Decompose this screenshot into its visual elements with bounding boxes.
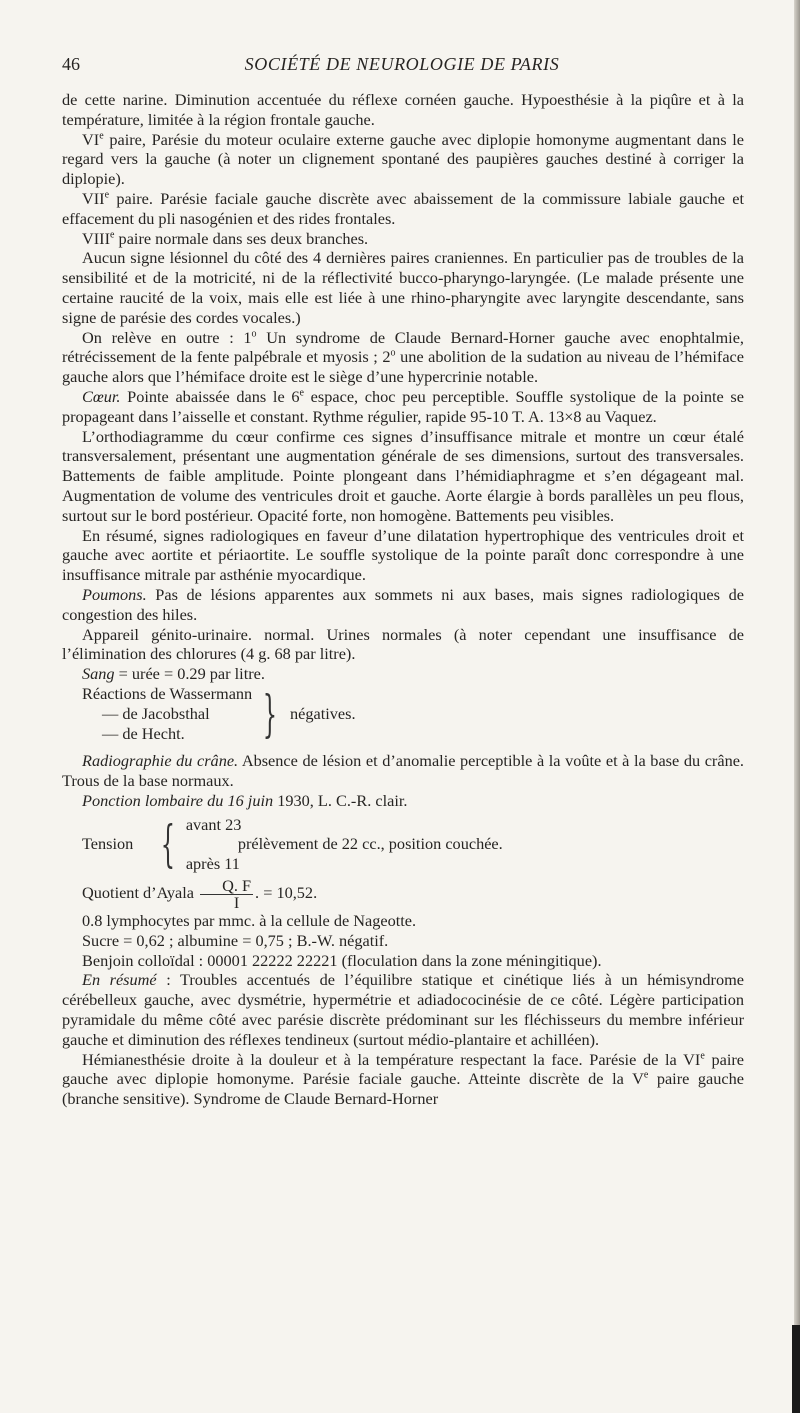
superscript: e (99, 130, 104, 142)
paragraph (62, 130, 744, 189)
paragraph: L’orthodiagramme du cœur confirme ces signes d’insuffisance mitrale et montre un cœur étalé transversalement, présentant une augmentation générale de ses dimensions, surtout des transversales. Battements de faible amplitude. Pointe plongeant dans l’hémidiaphragme et s’en dégageant mal. Augmentation de volume des ventricules droit et gauche. Aorte élargie à bords parallèles un peu flous, surtout sur le bord postérieur. Opacité forte, non homogène. Battements peu visibles. (62, 426, 744, 525)
fraction-denominator: I (233, 893, 240, 913)
superscript: e (104, 189, 110, 201)
text: Un syndrome de Claude Bernard-Horner gauche avec enophtalmie, rétrécissement de la fente palpébrale et myosis ; 2 (62, 327, 745, 367)
tension-block (62, 815, 744, 874)
paragraph (62, 1050, 744, 1109)
page-header (62, 54, 742, 78)
text: paire normale dans ses deux branches. (114, 228, 369, 248)
paragraph (62, 751, 744, 791)
superscript: o (390, 347, 396, 359)
paragraph (62, 189, 744, 229)
text: VII (82, 188, 105, 208)
section-label: Sang (82, 664, 115, 684)
text: Absence de lésion et d’anomalie perceptible à la voûte et à la base du crâne. Trous de la base normaux. (62, 751, 745, 791)
reaction-item: — de Hecht. (102, 723, 185, 743)
paragraph: Benjoin colloïdal : 00001 22222 22221 (floculation dans la zone méningitique). (82, 950, 602, 970)
text: paire. Parésie faciale gauche discrète avec abaissement de la commissure labiale gauche et effacement du pli nasogénien et des rides frontales. (62, 188, 744, 228)
text: On relève en outre : 1 (82, 327, 252, 347)
section-label: Ponction lombaire du 16 juin (82, 790, 274, 810)
tension-label: Tension (82, 834, 134, 854)
section-label: Cœur. (82, 386, 121, 406)
text: 1930, L. C.-R. clair. (273, 790, 408, 810)
superscript: e (700, 1050, 705, 1062)
text: espace, choc peu perceptible. Souffle systolique de la pointe se propageant dans l’aisselle et constant. Rythme régulier, rapide 95-10 T. A. 13×8 au Vaquez. (62, 386, 744, 426)
paragraph (62, 387, 744, 427)
tension-before: avant 23 (185, 814, 242, 834)
superscript: e (299, 387, 304, 399)
spine-mark (792, 1325, 800, 1413)
paragraph (62, 970, 744, 1049)
text: paire gauche avec diplopie homonyme. Parésie faciale gauche. Atteinte discrète de la V (62, 1049, 744, 1089)
reaction-item: — de Jacobsthal (102, 703, 210, 723)
text: Pas de lésions apparentes aux sommets ni aux bases, mais signes radiologiques de congestion des hiles. (62, 584, 744, 624)
paragraph: En résumé, signes radiologiques en faveur d’une dilatation hypertrophique des ventricules droit et gauche avec aortite et périaortite. Le souffle systolique de la pointe paraît donc correspondre à une insuffisance mitrale par asthénie myocardique. (62, 525, 744, 585)
tension-after: après 11 (185, 854, 240, 874)
fraction (200, 878, 253, 911)
right-brace-icon: } (262, 684, 278, 743)
paragraph: Aucun signe lésionnel du côté des 4 dernières paires craniennes. En particulier pas de troubles de la sensibilité et de la motricité, ni de la réflectivité bucco-pharyngo-laryngée. (Le malade présente une certaine raucité de la voix, mais elle est liée à une rhino-pharyngite avec laryngite descendante, sans signe de parésie des cordes vocales.) (62, 248, 744, 327)
text: paire, Parésie du moteur oculaire externe gauche avec diplopie homonyme augmentant dans le regard vers la gauche (à noter un clignement spontané des paupières gauches destiné à corriger la diplopie). (62, 129, 744, 189)
paragraph: Sucre = 0,62 ; albumine = 0,75 ; B.-W. négatif. (82, 930, 389, 950)
paragraph: Appareil génito-urinaire. normal. Urines normales (à noter cependant une insuffisance de l’élimination des chlorures (4 g. 68 par litre). (62, 624, 744, 664)
section-label: Radiographie du crâne. (82, 751, 239, 771)
article-body (62, 90, 744, 1109)
paragraph (62, 229, 744, 249)
ayala-quotient (62, 878, 744, 911)
paragraph (62, 791, 744, 811)
tension-values (186, 815, 503, 874)
serology-reactions (62, 684, 744, 743)
page-spine (794, 0, 800, 1413)
text: VI (82, 129, 100, 149)
text: Pointe abaissée dans le 6 (120, 386, 300, 406)
tension-middle: prélèvement de 22 cc., position couchée. (237, 834, 503, 854)
paragraph (62, 328, 744, 387)
superscript: e (110, 229, 115, 241)
section-label: En résumé (82, 970, 157, 990)
running-title: SOCIÉTÉ DE NEUROLOGIE DE PARIS (244, 54, 560, 74)
superscript: e (643, 1070, 649, 1082)
text: VIII (82, 228, 111, 248)
text: une abolition de la sudation au niveau de l’hémiface gauche alors que l’hémiface droite est le siège d’une hypercrinie notable. (62, 347, 745, 387)
text: paire gauche (branche sensitive). Syndrome de Claude Bernard-Horner (62, 1069, 744, 1109)
reaction-item: Réactions de Wassermann (82, 683, 253, 703)
paragraph: de cette narine. Diminution accentuée du réflexe cornéen gauche. Hypoesthésie à la piqûre et à la température, limitée à la région frontale gauche. (62, 90, 744, 129)
text: : Troubles accentués de l’équilibre statique et cinétique liés à un hémisyndrome cérébelleux gauche, avec dysmétrie, hypermétrie et adiadococinésie de ce côté. Légère participation pyramidale du même côté avec parésie discrète prédominant sur les fléchisseurs du membre inférieur gauche et diminution des réflexes tendineux (surtout médio-plantaire et achilléen). (62, 970, 744, 1049)
left-brace-icon: { (160, 815, 176, 874)
section-label: Poumons. (82, 584, 147, 604)
reaction-result: négatives. (290, 703, 356, 723)
paragraph: 0.8 lymphocytes par mmc. à la cellule de Nageotte. (82, 911, 417, 931)
quotient-result: . = 10,52. (255, 883, 318, 903)
page-number: 46 (62, 54, 80, 74)
paragraph (62, 664, 744, 684)
text: = urée = 0.29 par litre. (114, 664, 265, 684)
text: Hémianesthésie droite à la douleur et à la température respectant la face. Parésie de la VI (82, 1049, 701, 1069)
fraction-numerator: Q. F (200, 878, 253, 895)
quotient-label: Quotient d’Ayala (82, 883, 194, 903)
superscript: o (251, 328, 257, 340)
paragraph (62, 585, 744, 625)
reaction-list (82, 684, 252, 743)
